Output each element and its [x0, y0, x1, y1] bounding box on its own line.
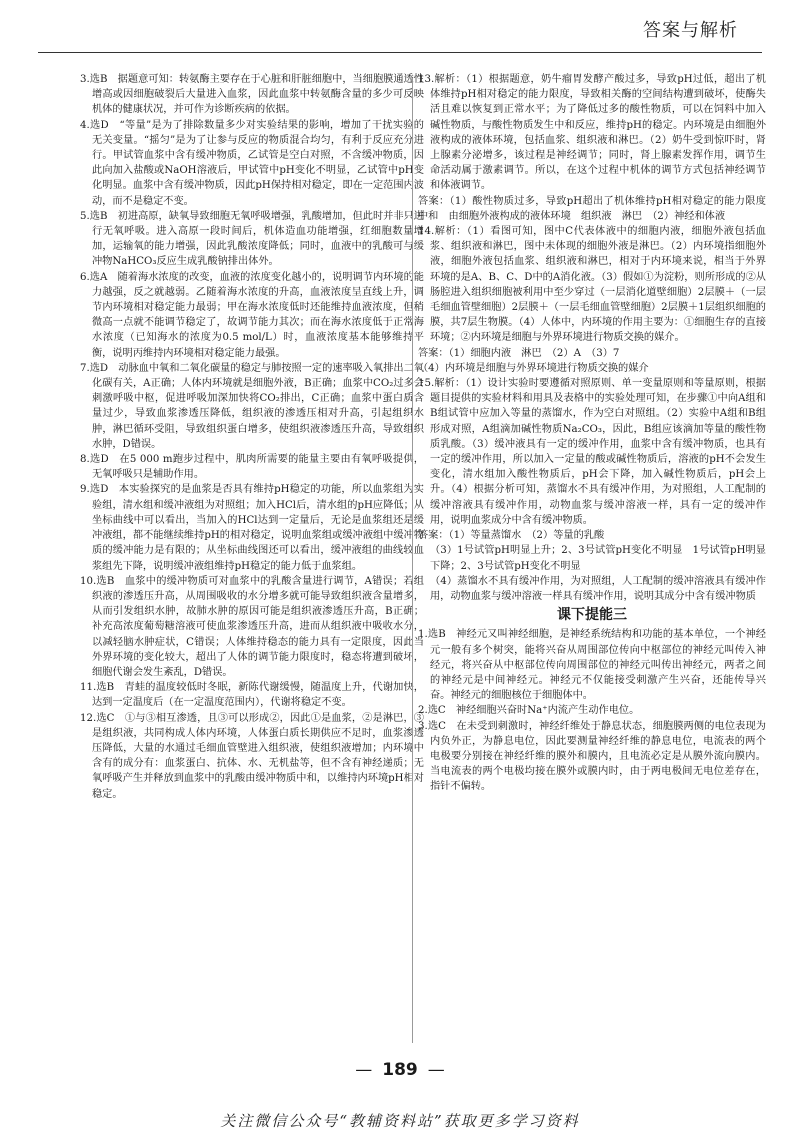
answer-item: 2.选C 神经细胞兴奋时Na⁺内流产生动作电位。	[418, 705, 640, 717]
header-rule	[38, 52, 762, 53]
analysis-14: 14.解析：（1）看图可知，图中C代表体液中的细胞内液，细胞外液包括血浆、组织液和淋巴，图中未体现的细胞外液是淋巴。（2）内环境指细胞外液，细胞外液包括血浆、组织液和淋巴，相对于内环境来说，相当于外界环境的是A、B、C、D中的A消化液。（3）假如①为淀粉，则所形成的②从肠腔进入组织细胞被利用中至少穿过（一层消化道壁细胞）2层膜＋（一层毛细血管壁细胞）2层膜＋（一层毛细血管壁细胞）2层膜＋1层组织细胞的膜，共7层生物膜。（4）人体中，内环境的作用主要为：①细胞生存的直接环境；②内环境是细胞与外界环境进行物质交换的媒介。	[418, 226, 766, 344]
answer-item: 9.选D 本实验探究的是血浆是否具有维持pH稳定的功能，所以血浆组为实验组，清水组和缓冲液组为对照组；加入HCl后，清水组的pH应降低；从坐标曲线中可以看出，当加入的HCl达到一定量后，无论是血浆组还是缓冲液组，都不能继续维持pH的相对稳定，说明血浆组或缓冲液组中缓冲物质的缓冲能力是有限的；从坐标曲线图还可以看出，缓冲液组的曲线较血浆组先下降，说明缓冲液组维持pH稳定的能力低于血浆组。	[80, 484, 424, 572]
answer-item: 10.选B 血浆中的缓冲物质可对血浆中的乳酸含量进行调节，A错误；若组织液的渗透压升高，从周围吸收的水分增多就可能导致组织液含量增多，从而引发组织水肿，故肺水肿的原因可能是组织液渗透压升高，B正确；补充高浓度葡萄糖溶液可使血浆渗透压升高，进而从组织液中吸收水分，以减轻脑水肿症状，C错误；人体维持稳态的能力具有一定限度，因此当外界环境的变化较大，超出了人体的调节能力限度时，稳态将遭到破坏，细胞代谢会发生紊乱，D错误。	[80, 575, 424, 678]
answer-14: 答案：（1）细胞内液 淋巴 （2）A （3）7	[418, 347, 620, 359]
left-column	[80, 72, 424, 1060]
analysis-15: 15.解析：（1）设计实验时要遵循对照原则、单一变量原则和等量原则，根据题目提供的实验材料和用具及表格中的实验处理可知，在步骤①中向A组和B组试管中应加入等量的蒸馏水，作为空白对照组。（2）实验中A组和B组形成对照，A组滴加碱性物质Na₂CO₃，因此，B组应该滴加等量的酸性物质乳酸。（3）缓冲液具有一定的缓冲作用，血浆中含有缓冲物质，也具有一定的缓冲作用，所以加入一定量的酸或碱性物质后，溶液的pH不会发生变化，清水组加入酸性物质后，pH会下降，加入碱性物质后，pH会上升。（4）根据分析可知，蒸馏水不具有缓冲作用，为对照组，人工配制的缓冲溶液具有缓冲作用，动物血浆与缓冲溶液一样，具有一定的缓冲作用，说明血浆成分中含有缓冲物质。	[418, 378, 766, 526]
answer-15: 答案：（1）等量蒸馏水 （2）等量的乳酸	[418, 530, 605, 542]
answer-item: 8.选D 在5 000 m跑步过程中，肌肉所需要的能量主要由有氧呼吸提供，无氧呼吸只是辅助作用。	[80, 454, 424, 481]
section-title: 课下提能三	[557, 607, 627, 624]
answer-item: 11.选B 青蛙的温度较低时冬眠，新陈代谢缓慢，随温度上升，代谢加快，达到一定温度后（在一定温度范围内），代谢将稳定不变。	[80, 682, 424, 709]
answer-item: 3.选B 据题意可知：转氨酶主要存在于心脏和肝脏细胞中，当细胞膜通透性增高或因细胞破裂后大量进入血浆，因此血浆中转氨酶含量的多少可反映机体的健康状况，并可作为诊断疾病的依据。	[80, 74, 424, 116]
answer-item: 1.选B 神经元又叫神经细胞，是神经系统结构和功能的基本单位，一个神经元一般有多个树突，能将兴奋从周围部位传向中枢部位的神经元叫传入神经元，将兴奋从中枢部位传向周围部位的神经元叫传出神经元，两者之间的神经元是中间神经元。神经元不仅能接受刺激产生兴奋，还能传导兴奋。神经元的细胞核位于细胞体中。	[418, 629, 766, 702]
analysis-13: 13.解析：（1）根据题意，奶牛瘤胃发酵产酸过多，导致pH过低，超出了机体维持pH相对稳定的能力限度，导致相关酶的空间结构遭到破坏，使酶失活且难以恢复到正常水平；为了降低过多的酸性物质，可以在饲料中加入碱性物质，与酸性物质发生中和反应，维持pH的稳定。内环境是由细胞外液构成的液体环境，包括血浆、组织液和淋巴。（2）奶牛受到惊吓时，肾上腺素分泌增多，该过程是神经调节；同时，肾上腺素发挥作用，调节生命活动属于激素调节。所以，在这个过程中机体的调节方式包括神经调节和体液调节。	[418, 74, 766, 192]
answer-13: 答案：（1）酸性物质过多，导致pH超出了机体维持pH相对稳定的能力限度 中和 由细胞外液构成的液体环境 组织液 淋巴 （2）神经和体液	[418, 195, 777, 222]
answer-item: 4.选D “等量”是为了排除数量多少对实验结果的影响，增加了干扰实验的无关变量。“摇匀”是为了让参与反应的物质混合均匀，有利于反应充分进行。甲试管血浆中含有缓冲物质，乙试管是空白对照，不含缓冲物质，因此向加入盐酸或NaOH溶液后，甲试管中pH变化不明显，乙试管中pH变化明显。血浆中含有缓冲物质，因此pH保持相对稳定，即在一定范围内波动，而不是稳定不变。	[80, 119, 424, 207]
footer-note: 关注微信公众号“教辅资料站”获取更多学习资料	[220, 1112, 580, 1130]
answer-item: 3.选C 在未受到刺激时，神经纤维处于静息状态，细胞膜两侧的电位表现为内负外正，为静息电位，因此要测量神经纤维的静息电位，电流表的两个电极要分别接在神经纤维的膜外和膜内，且电流必定是从膜外流向膜内。当电流表的两个电极均接在膜外或膜内时，由于两电极间无电位差存在，指针不偏转。	[418, 720, 766, 793]
right-column	[418, 72, 777, 1060]
header-title: 答案与解析	[643, 20, 738, 41]
page-number: — 189 —	[355, 1060, 445, 1080]
page-header	[0, 0, 800, 62]
answer-item: 5.选B 初进高原，缺氧导致细胞无氧呼吸增强，乳酸增加，但此时并非只进行无氧呼吸。进入高原一段时间后，机体造血功能增强，红细胞数量增加，运输氧的能力增强，因此乳酸浓度降低；同时，血液中的乳酸可与缓冲物NaHCO₃反应生成乳酸钠排出体外。	[80, 210, 424, 268]
answer-15-part3: （3）1号试管pH明显上升；2、3号试管pH变化不明显 1号试管pH明显下降；2、3号试管pH变化不明显	[430, 545, 766, 572]
answer-item: 12.选C ①与③相互渗透，且③可以形成②，因此①是血浆，②是淋巴，③是组织液，共同构成人体内环境，人体蛋白质长期供应不足时，血浆渗透压降低，大量的水通过毛细血管壁进入组织液，使组织液增加；内环境中含有的成分有：血浆蛋白、抗体、水、无机盐等，但不含有神经递质；无氧呼吸产生并释放到血浆中的乳酸由缓冲物质中和，以维持内环境pH相对稳定。	[80, 712, 424, 800]
column-divider	[412, 78, 413, 1043]
page-number-value: 189	[382, 1060, 418, 1080]
answer-item: 7.选D 动脉血中氧和二氧化碳量的稳定与肺按照一定的速率吸入氧排出二氧化碳有关，A正确；人体内环境就是细胞外液，B正确；血浆中CO₂过多会刺激呼吸中枢，促进呼吸加深加快将CO₂排出，C正确；血浆中蛋白质含量过少，导致血浆渗透压降低，组织液的渗透压相对升高，引起组织水肿，淋巴循环受阻，导致组织蛋白增多，使组织液渗透压升高，导致组织水肿，D错误。	[80, 362, 424, 450]
answer-item: 6.选A 随着海水浓度的改变，血液的浓度变化越小的，说明调节内环境的能力越强，反之就越弱。乙随着海水浓度的升高，血液浓度呈直线上升，调节内环境相对稳定能力最弱；甲在海水浓度低时还能维持血液浓度，但稍微高一点就不能调节稳定了，故调节能力其次；而在海水浓度低于正常海水浓度（已知海水的浓度为0.5 mol/L）时，血液浓度基本能够维持平衡，说明丙维持内环境相对稳定能力最强。	[80, 271, 424, 359]
answer-14-continued: （4）内环境是细胞与外界环境进行物质交换的媒介	[418, 362, 649, 374]
answer-15-part4: （4）蒸馏水不具有缓冲作用，为对照组，人工配制的缓冲溶液具有缓冲作用，动物血浆与缓冲溶液一样具有缓冲作用，说明其成分中含有缓冲物质	[430, 575, 766, 602]
